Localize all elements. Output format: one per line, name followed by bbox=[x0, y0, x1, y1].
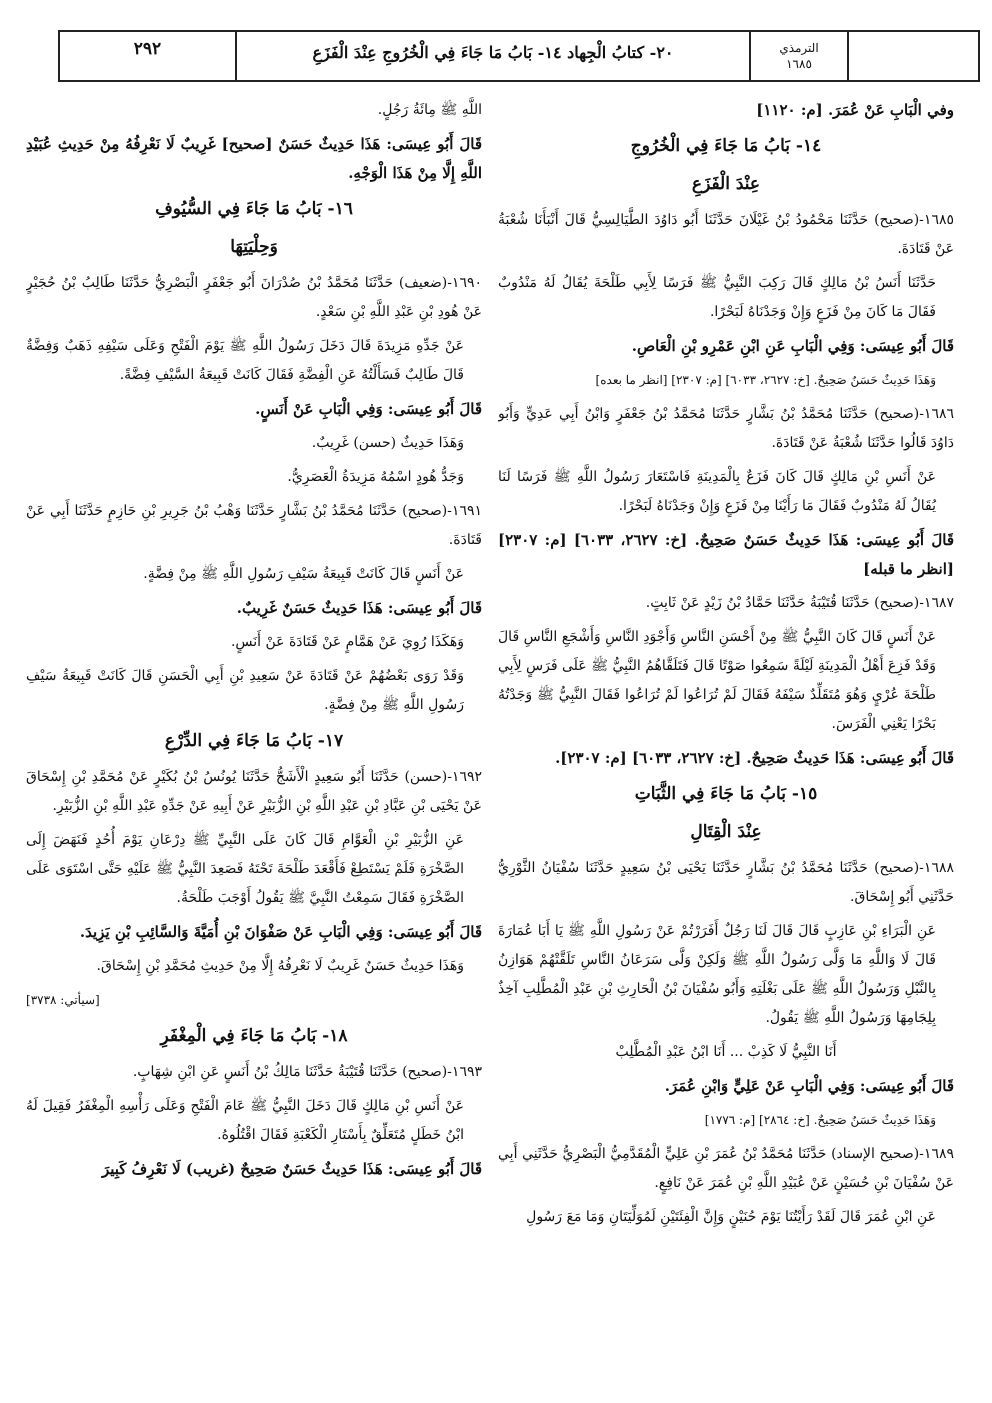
text-line: وَقَدْ رَوَى بَعْضُهُمْ عَنْ قَتَادَةَ عَنْ سَعِيدِ بْنِ أَبِي الْحَسَنِ قَالَ كَانَتْ قَبِيعَةُ سَيْفِ رَسُولِ اللَّهِ ﷺ مِنْ فِضَّةٍ. bbox=[26, 668, 464, 713]
hadith-1687-isnad: ١٦٨٧-(صحيح) حَدَّثَنَا قُتَيْبَةُ حَدَّثَنَا حَمَّادُ بْنُ زَيْدٍ عَنْ ثَابِتٍ. bbox=[645, 595, 954, 611]
text-line: وَهَكَذَا رُوِيَ عَنْ هَمَّامٍ عَنْ قَتَادَةَ عَنْ أَنَسٍ. bbox=[230, 634, 464, 650]
chapter-heading: ١٨- بَابُ مَا جَاءَ فِي الْمِغْفَرِ bbox=[160, 1026, 348, 1046]
hadith-1691-isnad: ١٦٩١-(صحيح) حَدَّثَنَا مُحَمَّدُ بْنُ بَشَّارٍ حَدَّثَنَا وَهْبُ بْنُ جَرِيرِ بْنِ حَازِمٍ حَدَّثَنَا أَبِي عَنْ قَتَادَةَ. bbox=[26, 503, 482, 548]
hadith-1690-isnad: ١٦٩٠-(ضعيف) حَدَّثَنَا مُحَمَّدُ بْنُ صُدْرَانَ أَبُو جَعْفَرٍ الْبَصْرِيُّ حَدَّثَنَا طَالِبُ بْنُ حُجَيْرٍ عَنْ هُودِ بْنِ عَبْدِ اللَّهِ بْنِ سَعْدٍ. bbox=[26, 275, 482, 320]
text-line: اللَّهِ ﷺ مِائَةُ رَجُلٍ. bbox=[377, 102, 482, 118]
hadith-1689-isnad: ١٦٨٩-(صحيح الإسناد) حَدَّثَنَا مُحَمَّدُ بْنُ عُمَرَ بْنِ عَلِيٍّ الْمُقَدَّمِيُّ الْبَصْرِيُّ حَدَّثَنِي أَبِي عَنْ سُفْيَانَ بْنِ حُسَيْنٍ عَنْ عُبَيْدِ اللَّهِ بْنِ عُمَرَ عَنْ نَافِعٍ. bbox=[498, 1146, 954, 1191]
abu-isa-comment: قَالَ أَبُو عِيسَى: هَذَا حَدِيثٌ حَسَنٌ صَحِيحٌ (غريب) لَا نَعْرِفُ كَبِيرَ bbox=[101, 1160, 482, 1178]
header-empty-cell bbox=[849, 32, 978, 80]
text-line: وَجَدُّ هُودٍ اسْمُهُ مَزِيدَةُ الْعَصَرِيُّ. bbox=[287, 469, 464, 485]
text-line: وَهَذَا حَدِيثٌ حَسَنٌ غَرِيبٌ لَا نَعْرِفُهُ إِلَّا مِنْ حَدِيثِ مُحَمَّدِ بْنِ إِسْحَاقَ. bbox=[96, 958, 464, 974]
hadith-1691-matn: عَنْ أَنَسٍ قَالَ كَانَتْ قَبِيعَةُ سَيْفِ رَسُولِ اللَّهِ ﷺ مِنْ فِضَّةٍ. bbox=[143, 566, 464, 582]
chapter-heading: ١٤- بَابُ مَا جَاءَ فِي الْخُرُوجِ bbox=[630, 136, 822, 156]
abu-isa-comment: قَالَ أَبُو عِيسَى: وَفِي الْبَابِ عَنْ صَفْوَانَ بْنِ أُمَيَّةَ وَالسَّائِبِ بْنِ يَزِيدَ. bbox=[79, 923, 482, 941]
chapter-heading-cont: عِنْدَ الْقِتَالِ bbox=[690, 822, 762, 842]
page-number: ٢٩٢ bbox=[60, 32, 237, 80]
hadith-number-marker: ١٦٨٥ bbox=[786, 57, 812, 71]
hadith-1690-matn: عَنْ جَدِّهِ مَزِيدَةَ قَالَ دَخَلَ رَسُولُ اللَّهِ ﷺ يَوْمَ الْفَتْحِ وَعَلَى سَيْفِهِ ذَهَبٌ وَفِضَّةٌ قَالَ طَالِبٌ فَسَأَلْتُهُ عَنِ الْفِضَّةِ فَقَالَ كَانَتْ قَبِيعَةُ السَّيْفِ فِضَّةً. bbox=[26, 338, 464, 383]
abu-isa-comment: قَالَ أَبُو عِيسَى: وَفِي الْبَابِ عَنِ ابْنِ عَمْرِو بْنِ الْعَاصِ. bbox=[631, 337, 954, 355]
running-title: ٢٠- كتابُ الْجِهاد ١٤- بَابُ مَا جَاءَ فِي الْخُرُوجِ عِنْدَ الْفَزَعِ bbox=[237, 32, 751, 80]
chapter-heading-cont: عِنْدَ الْفَزَعِ bbox=[691, 174, 761, 194]
hadith-1689-matn: عَنِ ابْنِ عُمَرَ قَالَ لَقَدْ رَأَيْتُنَا يَوْمَ حُنَيْنٍ وَإِنَّ الْفِئَتَيْنِ لَمُوَلِّيَتَانِ وَمَا مَعَ رَسُولِ bbox=[526, 1209, 936, 1225]
hadith-1685-isnad: ١٦٨٥-(صحيح) حَدَّثَنَا مَحْمُودُ بْنُ غَيْلَانَ حَدَّثَنَا أَبُو دَاوُدَ الطَّيَالِسِيُّ قَالَ أَنْبَأَنَا شُعْبَةُ عَنْ قَتَادَةَ. bbox=[498, 212, 954, 257]
abu-isa-comment: قَالَ أَبُو عِيسَى: هَذَا حَدِيثٌ حَسَنٌ غَرِيبٌ. bbox=[236, 599, 482, 617]
abu-isa-comment: قَالَ أَبُو عِيسَى: وَفِي الْبَابِ عَنْ عَلِيٍّ وَابْنِ عُمَرَ. bbox=[664, 1077, 954, 1095]
chapter-heading: ١٦- بَابُ مَا جَاءَ فِي السُّيُوفِ bbox=[155, 199, 353, 219]
hadith-1687-matn: عَنْ أَنَسٍ قَالَ كَانَ النَّبِيُّ ﷺ مِنْ أَحْسَنِ النَّاسِ وَأَجْوَدِ النَّاسِ وَأَشْجَعِ النَّاسِ قَالَ وَقَدْ فَزِعَ أَهْلُ الْمَدِينَةِ لَيْلَةً سَمِعُوا صَوْتًا قَالَ فَتَلَقَّاهُمُ النَّبِيُّ ﷺ عَلَى فَرَسٍ لِأَبِي طَلْحَةَ عُرْيٍ وَهُوَ مُتَقَلِّدٌ سَيْفَهُ فَقَالَ لَمْ تُرَاعُوا لَمْ تُرَاعُوا فَقَالَ النَّبِيُّ ﷺ وَجَدْتُهُ بَحْرًا يَعْنِي الْفَرَسَ. bbox=[498, 629, 936, 732]
header-book-info bbox=[751, 32, 849, 80]
grading-note: وَهَذَا حَدِيثٌ حَسَنٌ صَحِيحٌ. [خ: ٢٨٦٤] [م: ١٧٧٦] bbox=[704, 1113, 936, 1127]
poetry-verse: أَنَا النَّبِيُّ لَا كَذِبْ ... أَنَا ابْنُ عَبْدِ الْمُطَّلِبْ bbox=[615, 1044, 837, 1060]
hadith-1685-matn: حَدَّثَنَا أَنَسُ بْنُ مَالِكٍ قَالَ رَكِبَ النَّبِيُّ ﷺ فَرَسًا لِأَبِي طَلْحَةَ يُقَالُ لَهُ مَنْدُوبٌ فَقَالَ مَا كَانَ مِنْ فَزَعٍ وَإِنْ وَجَدْنَاهُ لَبَحْرًا. bbox=[498, 275, 936, 320]
page-header bbox=[58, 30, 980, 82]
cross-reference: [سيأتي: ٣٧٣٨] bbox=[26, 993, 100, 1007]
chapter-heading-cont: وَحِلْيَتِهَا bbox=[230, 237, 278, 257]
abu-isa-comment: قَالَ أَبُو عِيسَى: وَفِي الْبَابِ عَنْ أَنَسٍ. bbox=[255, 400, 482, 418]
text-line: وفي الْبَابِ عَنْ عُمَرَ. [م: ١١٢٠] bbox=[756, 101, 954, 119]
hadith-1688-isnad: ١٦٨٨-(صحيح) حَدَّثَنَا مُحَمَّدُ بْنُ بَشَّارٍ حَدَّثَنَا يَحْيَى بْنُ سَعِيدٍ حَدَّثَنَا سُفْيَانُ الثَّوْرِيُّ حَدَّثَنِي أَبُو إِسْحَاقَ. bbox=[498, 860, 954, 905]
hadith-1686-matn: عَنْ أَنَسِ بْنِ مَالِكٍ قَالَ كَانَ فَزَعٌ بِالْمَدِينَةِ فَاسْتَعَارَ رَسُولُ اللَّهِ ﷺ فَرَسًا لَنَا يُقَالُ لَهُ مَنْدُوبٌ فَقَالَ مَا رَأَيْنَا مِنْ فَزَعٍ وَإِنْ وَجَدْنَاهُ لَبَحْرًا. bbox=[498, 469, 936, 514]
hadith-1688-matn: عَنِ الْبَرَاءِ بْنِ عَازِبٍ قَالَ قَالَ لَنَا رَجُلٌ أَفَرَرْتُمْ عَنْ رَسُولِ اللَّهِ ﷺ يَا أَبَا عُمَارَةَ قَالَ لَا وَاللَّهِ مَا وَلَّى رَسُولُ اللَّهِ ﷺ وَلَكِنْ وَلَّى سَرَعَانُ النَّاسِ تَلَقَّتْهُمْ هَوَازِنُ بِالنَّبْلِ وَرَسُولُ اللَّهِ ﷺ عَلَى بَغْلَتِهِ وَأَبُو سُفْيَانَ بْنُ الْحَارِثِ بْنِ عَبْدِ الْمُطَّلِبِ آخِذٌ بِلِجَامِهَا وَرَسُولُ اللَّهِ ﷺ يَقُولُ. bbox=[498, 923, 936, 1026]
chapter-heading: ١٥- بَابُ مَا جَاءَ فِي الثَّبَاتِ bbox=[634, 784, 818, 804]
grading-note: وَهَذَا حَدِيثٌ حَسَنٌ صَحِيحٌ. [خ: ٢٦٢٧، ٦٠٣٣] [م: ٢٣٠٧] [انظر ما بعده] bbox=[595, 373, 936, 387]
hadith-1693-isnad: ١٦٩٣-(صحيح) حَدَّثَنَا قُتَيْبَةُ حَدَّثَنَا مَالِكُ بْنُ أَنَسٍ عَنِ ابْنِ شِهَابٍ. bbox=[132, 1064, 482, 1080]
hadith-1692-isnad: ١٦٩٢-(حسن) حَدَّثَنَا أَبُو سَعِيدٍ الْأَشَجُّ حَدَّثَنَا يُونُسُ بْنُ بُكَيْرٍ عَنْ مُحَمَّدِ بْنِ إِسْحَاقَ عَنْ يَحْيَى بْنِ عَبَّادِ بْنِ عَبْدِ اللَّهِ بْنِ الزُّبَيْرِ عَنْ أَبِيهِ عَنْ جَدِّهِ عَبْدِ اللَّهِ بْنِ الزُّبَيْرِ. bbox=[26, 769, 482, 814]
abu-isa-comment: قَالَ أَبُو عِيسَى: هَذَا حَدِيثٌ حَسَنٌ صَحِيحٌ. [خ: ٢٦٢٧، ٦٠٣٣] [م: ٢٣٠٧] [انظر ما قبله] bbox=[498, 531, 954, 578]
hadith-1693-matn: عَنْ أَنَسِ بْنِ مَالِكٍ قَالَ دَخَلَ النَّبِيُّ ﷺ عَامَ الْفَتْحِ وَعَلَى رَأْسِهِ الْمِغْفَرُ فَقِيلَ لَهُ ابْنُ خَطَلٍ مُتَعَلِّقٌ بِأَسْتَارِ الْكَعْبَةِ فَقَالَ اقْتُلُوهُ. bbox=[26, 1098, 464, 1143]
book-name: الترمذي bbox=[779, 41, 819, 55]
abu-isa-comment: قَالَ أَبُو عِيسَى: هَذَا حَدِيثٌ حَسَنٌ [صحيح] غَرِيبٌ لَا نَعْرِفُهُ مِنْ حَدِيثِ عُبَيْدِ اللَّهِ إِلَّا مِنْ هَذَا الْوَجْهِ. bbox=[26, 135, 482, 182]
chapter-heading: ١٧- بَابُ مَا جَاءَ فِي الدِّرْعِ bbox=[164, 731, 344, 751]
abu-isa-comment: قَالَ أَبُو عِيسَى: هَذَا حَدِيثٌ صَحِيحٌ. [خ: ٢٦٢٧، ٦٠٣٣] [م: ٢٣٠٧]. bbox=[555, 749, 954, 767]
hadith-1686-isnad: ١٦٨٦-(صحيح) حَدَّثَنَا مُحَمَّدُ بْنُ بَشَّارٍ حَدَّثَنَا مُحَمَّدُ بْنُ جَعْفَرٍ وَابْنُ أَبِي عَدِيٍّ وَأَبُو دَاوُدَ قَالُوا حَدَّثَنَا شُعْبَةُ عَنْ قَتَادَةَ. bbox=[498, 406, 954, 451]
left-column bbox=[26, 96, 482, 1381]
hadith-1692-matn: عَنِ الزُّبَيْرِ بْنِ الْعَوَّامِ قَالَ كَانَ عَلَى النَّبِيِّ ﷺ دِرْعَانِ يَوْمَ أُحُدٍ فَنَهَضَ إِلَى الصَّخْرَةِ فَلَمْ يَسْتَطِعْ فَأَقْعَدَ طَلْحَةَ تَحْتَهُ فَصَعِدَ النَّبِيُّ ﷺ عَلَيْهِ حَتَّى اسْتَوَى عَلَى الصَّخْرَةِ فَقَالَ سَمِعْتُ النَّبِيَّ ﷺ يَقُولُ أَوْجَبَ طَلْحَةُ. bbox=[26, 832, 464, 906]
right-column bbox=[498, 96, 954, 1381]
grading-note: وَهَذَا حَدِيثٌ (حسن) غَرِيبٌ. bbox=[311, 435, 464, 451]
